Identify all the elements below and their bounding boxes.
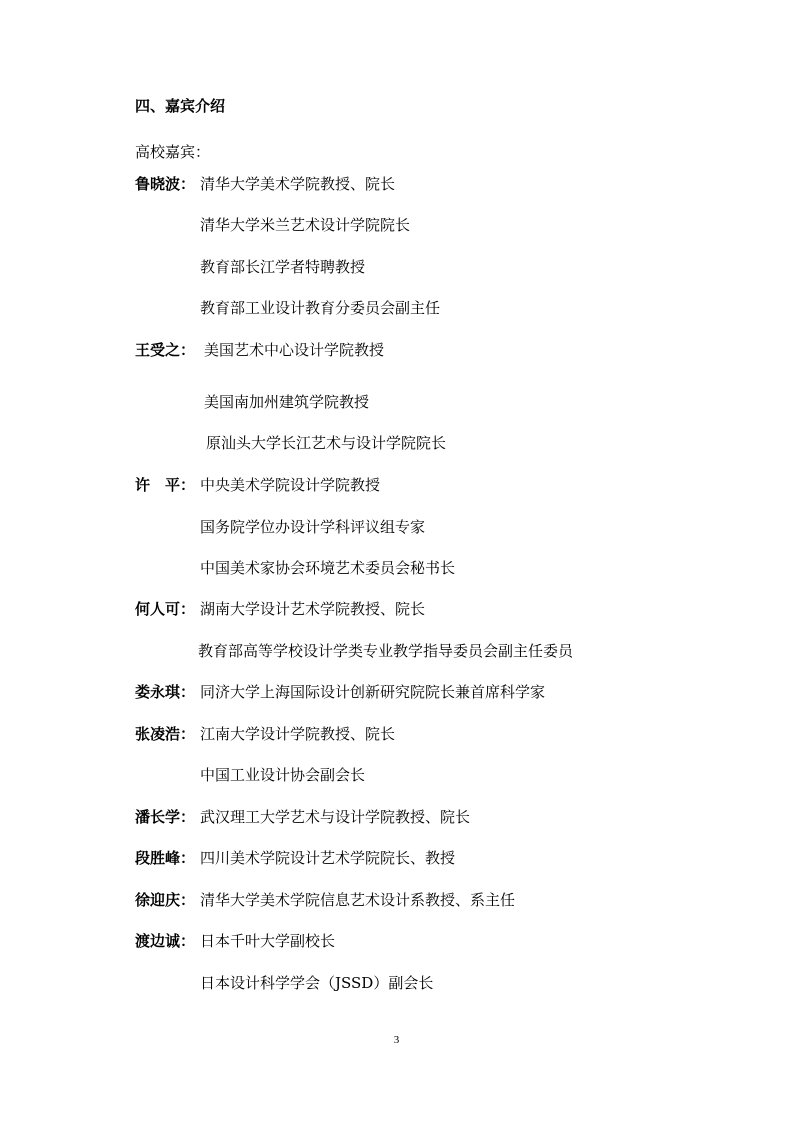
guest-name: 渡边诚： — [135, 932, 196, 950]
guest-title: 江南大学设计学院教授、院长 — [200, 725, 396, 743]
subheading: 高校嘉宾： — [135, 143, 211, 161]
guest-title: 四川美术学院设计艺术学院院长、教授 — [200, 849, 456, 867]
guest-name: 张凌浩： — [135, 725, 196, 743]
guest-title: 国务院学位办设计学科评议组专家 — [200, 518, 426, 536]
guest-name: 王受之： — [135, 341, 196, 359]
guest-name: 徐迎庆： — [135, 891, 196, 909]
guest-title: 日本千叶大学副校长 — [200, 932, 336, 950]
guest-title: 教育部长江学者特聘教授 — [200, 258, 366, 276]
guest-title: 日本设计科学学会（JSSD）副会长 — [200, 974, 434, 992]
guest-title: 湖南大学设计艺术学院教授、院长 — [200, 600, 426, 618]
guest-name: 许 平： — [135, 476, 196, 494]
guest-name: 潘长学： — [135, 808, 196, 826]
guest-name: 段胜峰： — [135, 849, 196, 867]
guest-name: 何人可： — [135, 600, 196, 618]
guest-title: 原汕头大学长江艺术与设计学院院长 — [206, 434, 447, 452]
guest-name: 鲁晓波： — [135, 175, 196, 193]
guest-title: 中央美术学院设计学院教授 — [200, 476, 381, 494]
guest-name: 娄永琪： — [135, 683, 196, 701]
section-heading: 四、嘉宾介绍 — [135, 97, 226, 115]
guest-title: 同济大学上海国际设计创新研究院院长兼首席科学家 — [200, 683, 546, 701]
guest-title: 中国工业设计协会副会长 — [200, 766, 366, 784]
guest-title: 清华大学美术学院教授、院长 — [200, 175, 396, 193]
guest-title: 中国美术家协会环境艺术委员会秘书长 — [200, 559, 456, 577]
guest-title: 美国南加州建筑学院教授 — [204, 393, 370, 411]
guest-title: 清华大学美术学院信息艺术设计系教授、系主任 — [200, 891, 516, 909]
guest-title: 美国艺术中心设计学院教授 — [204, 341, 385, 359]
guest-title: 武汉理工大学艺术与设计学院教授、院长 — [200, 808, 471, 826]
guest-title: 教育部高等学校设计学类专业教学指导委员会副主任委员 — [198, 642, 574, 660]
guest-title: 教育部工业设计教育分委员会副主任 — [200, 299, 441, 317]
guest-title: 清华大学米兰艺术设计学院院长 — [200, 216, 411, 234]
page-number: 3 — [393, 1034, 400, 1046]
